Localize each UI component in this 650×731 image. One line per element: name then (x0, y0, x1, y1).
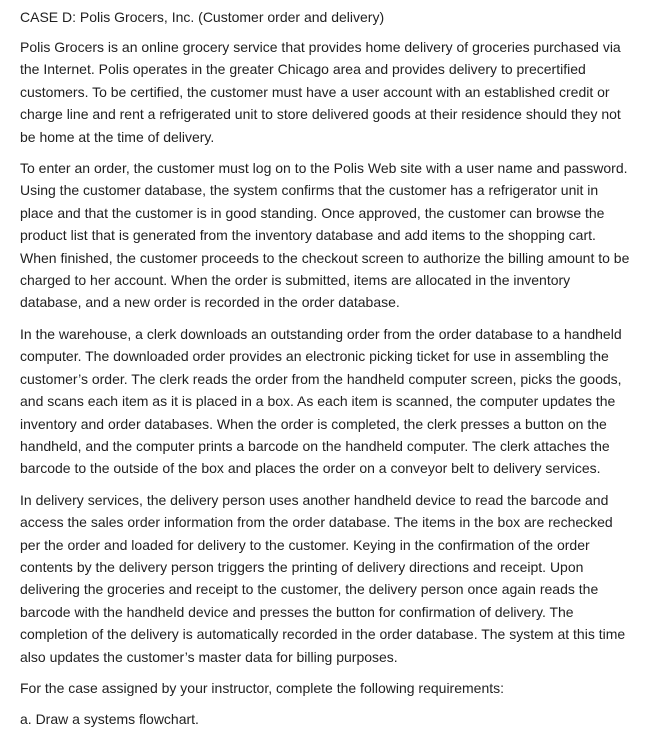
paragraph-instructions: For the case assigned by your instructor, complete the following requirements: (20, 679, 505, 696)
requirement-item: a. Draw a systems flowchart. (20, 711, 199, 728)
paragraph-overview: Polis Grocers is an online grocery service that provides home delivery of groceries purchased via the Internet. Polis operates in the greater Chicago area and provides delivery to precertified customers. To be certified, the customer must have a user account with an established credit or charge line and rent a refrigerated unit to store delivered goods at their residence should they not be home at the time of delivery. (20, 39, 621, 145)
paragraph-order-entry: To enter an order, the customer must log on to the Polis Web site with a user name and password. Using the customer database, the system confirms that the customer has a refrigerator unit in place and that the customer is in good standing. Once approved, the customer can browse the product list that is generated from the inventory database and add items to the shopping cart. When finished, the customer proceeds to the checkout screen to authorize the billing amount to be charged to her account. When the order is submitted, items are allocated in the inventory database, and a new order is recorded in the order database. (20, 160, 630, 311)
paragraph-delivery-services: In delivery services, the delivery person uses another handheld device to read the barcode and access the sales order information from the order database. The items in the box are rechecked per the order and loaded for delivery to the customer. Keying in the confirmation of the order contents by the delivery person triggers the printing of delivery directions and receipt. Upon delivering the groceries and receipt to the customer, the delivery person once again reads the barcode with the handheld device and presses the button for confirmation of delivery. The completion of the delivery is automatically recorded in the order database. The system at this time also updates the customer’s master data for billing purposes. (20, 491, 626, 665)
paragraph-warehouse: In the warehouse, a clerk downloads an outstanding order from the order database to a handheld computer. The downloaded order provides an electronic picking ticket for use in assembling the customer’s order. The clerk reads the order from the handheld computer screen, picks the goods, and scans each item as it is placed in a box. As each item is scanned, the computer updates the inventory and order databases. When the order is completed, the clerk presses a button on the handheld, and the computer prints a barcode on the handheld computer. The clerk attaches the barcode to the outside of the box and places the order on a conveyor belt to delivery services. (20, 325, 622, 477)
case-title: CASE D: Polis Grocers, Inc. (Customer order and delivery) (20, 9, 385, 25)
